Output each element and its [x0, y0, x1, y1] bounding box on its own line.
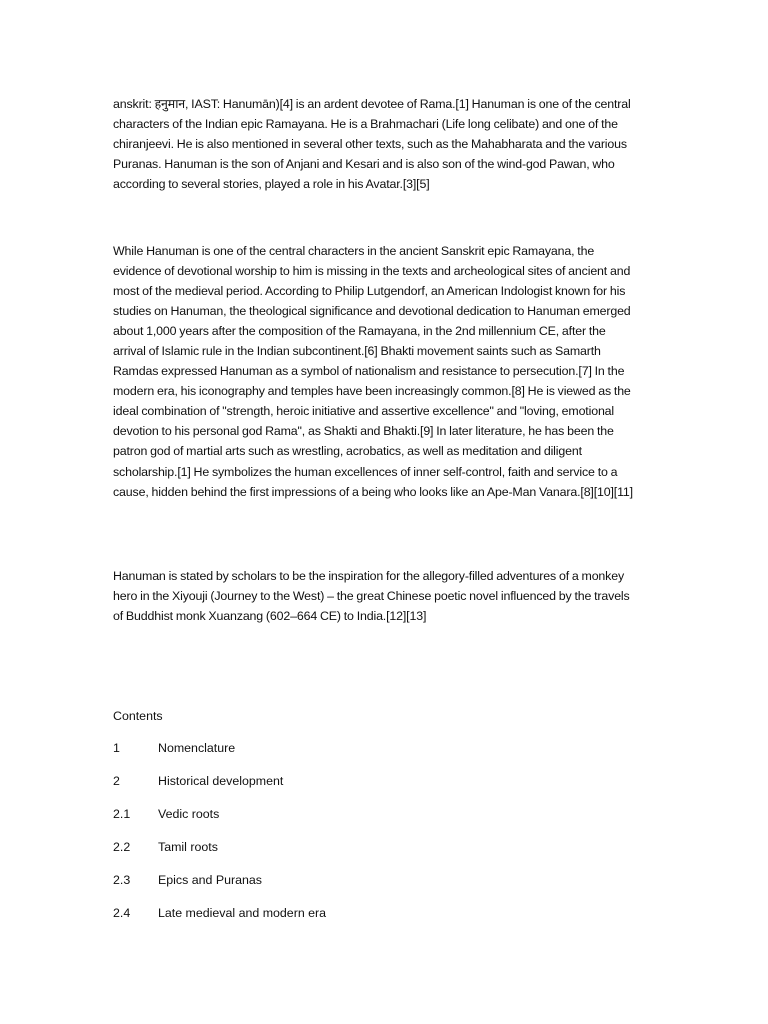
toc-number: 2.3 — [113, 873, 131, 887]
intro-paragraph: anskrit: हनुमान, IAST: Hanumān)[4] is an ardent devotee of Rama.[1] Hanuman is one of the central characters of the Indian epic Ramayana. He is a Brahmachari (Life long celibate) and one of the chiranjeevi. He is also mentioned in several other texts, such as the Mahabharata and the various Puranas. Hanuman is the son of Anjani and Kesari and is also son of the wind-god Pawan, who according to several stories, played a role in his Avatar.[3][5] — [113, 97, 631, 191]
toc-item — [113, 837, 633, 870]
toc-item — [113, 771, 633, 804]
toc-title: Vedic roots — [158, 807, 220, 821]
toc-number: 2 — [113, 774, 120, 788]
toc-title: Late medieval and modern era — [158, 906, 327, 920]
history-paragraph: While Hanuman is one of the central characters in the ancient Sanskrit epic Ramayana, the evidence of devotional worship to him is missing in the texts and archeological sites of ancient and most of the medieval period. According to Philip Lutgendorf, an American Indologist known for his studies on Hanuman, the theological significance and devotional dedication to Hanuman emerged about 1,000 years after the composition of the Ramayana, in the 2nd millennium CE, after the arrival of Islamic rule in the Indian subcontinent.[6] Bhakti movement saints such as Samarth Ramdas expressed Hanuman as a symbol of nationalism and resistance to persecution.[7] In the modern era, his iconography and temples have been increasingly common.[8] He is viewed as the ideal combination of "strength, heroic initiative and assertive excellence" and "loving, emotional devotion to his personal god Rama", as Shakti and Bhakti.[9] In later literature, he has been the patron god of martial arts such as wrestling, acrobatics, as well as meditation and diligent scholarship.[1] He symbolizes the human excellences of inner self-control, faith and service to a cause, hidden behind the first impressions of a being who looks like an Ape-Man Vanara.[8][10][11] — [113, 244, 633, 499]
contents-heading: Contents — [113, 709, 163, 723]
toc-item — [113, 870, 633, 903]
toc-number: 2.2 — [113, 840, 131, 854]
toc-title: Epics and Puranas — [158, 873, 263, 887]
toc-item — [113, 738, 633, 771]
toc-title: Nomenclature — [158, 741, 236, 755]
toc-number: 2.1 — [113, 807, 131, 821]
toc-number: 2.4 — [113, 906, 131, 920]
toc-title: Historical development — [158, 774, 284, 788]
toc-item — [113, 903, 633, 936]
contents-list — [113, 738, 633, 936]
toc-number: 1 — [113, 741, 120, 755]
toc-item — [113, 804, 633, 837]
toc-title: Tamil roots — [158, 840, 218, 854]
xiyouji-paragraph: Hanuman is stated by scholars to be the inspiration for the allegory-filled adventures of a monkey hero in the Xiyouji (Journey to the West) – the great Chinese poetic novel influenced by the travels of Buddhist monk Xuanzang (602–664 CE) to India.[12][13] — [113, 569, 630, 623]
